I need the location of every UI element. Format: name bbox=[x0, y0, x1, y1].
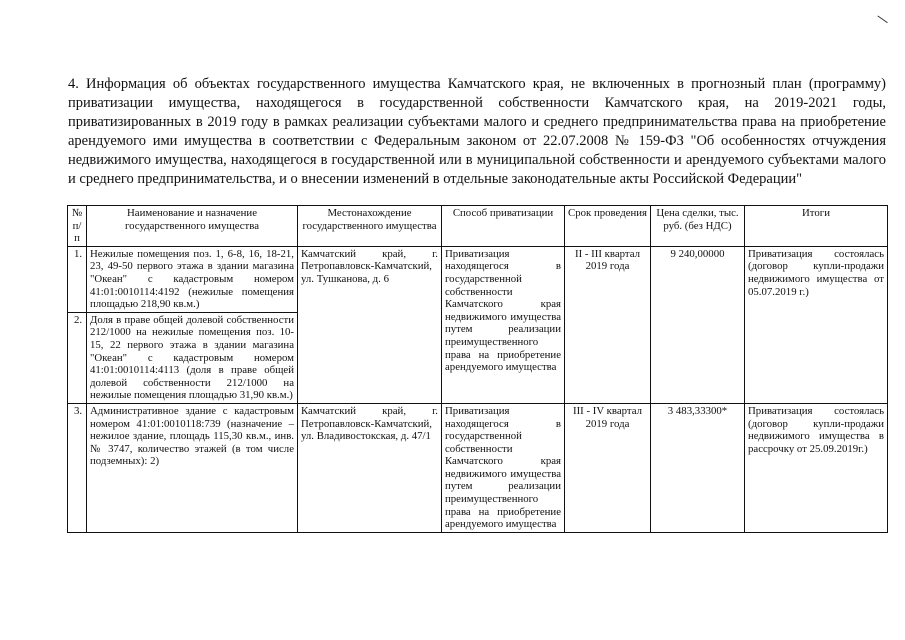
header-result: Итоги bbox=[745, 206, 888, 247]
group-method: Приватизация находящегося в государственной собственности Камчатского края недвижимого имущества путем реализации преимущественного права на приобретение арендуемого имущества bbox=[442, 246, 565, 403]
header-name: Наименование и назначение государственного имущества bbox=[87, 206, 298, 247]
header-method: Способ приватизации bbox=[442, 206, 565, 247]
row-price: 3 483,33300* bbox=[651, 403, 745, 532]
header-term: Срок проведения bbox=[565, 206, 651, 247]
header-num: № п/п bbox=[68, 206, 87, 247]
section-heading: 4. Информация об объектах государственного имущества Камчатского края, не включенных в прогнозный план (программу) приватизации имущества, находящегося в государственной собственности Камчатского края, на 2019-2021 годы, приватизированных в 2019 году в рамках реализации субъектами малого и среднего предпринимательства права на приобретение арендуемого ими имущества в соответствии с Федеральным законом от 22.07.2008 № 159-ФЗ "Об особенностях отчуждения недвижимого имущества, находящегося в государственной или в муниципальной собственности и арендуемого субъектами малого и среднего предпринимательства, и о внесении изменений в отдельные законодательные акты Российской Федерации" bbox=[68, 76, 886, 187]
header-price: Цена сделки, тыс. руб. (без НДС) bbox=[651, 206, 745, 247]
row-num: 3. bbox=[68, 403, 87, 532]
table-header-row bbox=[68, 206, 888, 247]
corner-pen-mark bbox=[872, 15, 888, 30]
row-location: Камчатский край, г. Петропавловск-Камчатский, ул. Владивостокская, д. 47/1 bbox=[298, 403, 442, 532]
row-name: Нежилые помещения поз. 1, 6-8, 16, 18-21, 23, 49-50 первого этажа в здании магазина "Океан" с кадастровым номером 41:01:0010114:4192 (нежилые помещения площадью 218,90 кв.м.) bbox=[87, 246, 298, 312]
group-term: II - III квартал 2019 года bbox=[565, 246, 651, 403]
group-result: Приватизация состоялась (договор купли-продажи недвижимого имущества от 05.07.2019 г.) bbox=[745, 246, 888, 403]
table-row bbox=[68, 246, 888, 312]
row-term: III - IV квартал 2019 года bbox=[565, 403, 651, 532]
row-name: Административное здание с кадастровым номером 41:01:0010118:739 (назначение – нежилое здание, площадь 115,30 кв.м., инв. № 3747, количество этажей (в том числе подземных): 2) bbox=[87, 403, 298, 532]
privatization-table bbox=[67, 205, 888, 533]
row-result: Приватизация состоялась (договор купли-продажи недвижимого имущества в рассрочку от 25.09.2019г.) bbox=[745, 403, 888, 532]
row-num: 1. bbox=[68, 246, 87, 312]
row-method: Приватизация находящегося в государственной собственности Камчатского края недвижимого имущества путем реализации преимущественного права на приобретение арендуемого имущества bbox=[442, 403, 565, 532]
row-name: Доля в праве общей долевой собственности 212/1000 на нежилые помещения поз. 10-15, 22 первого этажа в здании магазина "Океан" с кадастровым номером 41:01:0010114:4113 (доля в праве общей долевой собственности 212/1000 на нежилые помещения площадью 31,90 кв.м.) bbox=[87, 312, 298, 403]
table-row bbox=[68, 403, 888, 532]
group-price: 9 240,00000 bbox=[651, 246, 745, 403]
header-location: Местонахождение государственного имущества bbox=[298, 206, 442, 247]
row-num: 2. bbox=[68, 312, 87, 403]
group-location: Камчатский край, г. Петропавловск-Камчатский, ул. Тушканова, д. 6 bbox=[298, 246, 442, 403]
